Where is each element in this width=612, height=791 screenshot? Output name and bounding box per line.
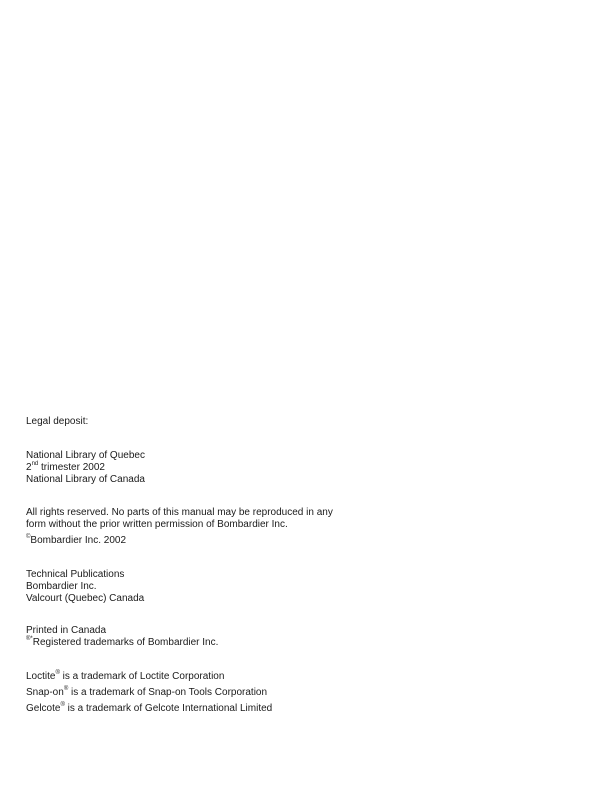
registered-text: Registered trademarks of Bombardier Inc. bbox=[32, 637, 219, 648]
rights-section bbox=[26, 507, 586, 547]
legal-deposit-heading: Legal deposit: bbox=[26, 416, 89, 427]
publisher-company: Bombardier Inc. bbox=[26, 581, 97, 592]
printed-in: Printed in Canada bbox=[26, 625, 107, 636]
trimester-line bbox=[26, 462, 586, 474]
publisher-section bbox=[26, 569, 586, 605]
trimester-number: 2 bbox=[26, 462, 32, 473]
rights-line-2: form without the prior written permission of Bombardier Inc. bbox=[26, 519, 288, 530]
library-canada: National Library of Canada bbox=[26, 474, 145, 485]
trademark-item bbox=[26, 703, 586, 715]
copyright-line bbox=[26, 535, 586, 547]
printing-section bbox=[26, 625, 586, 649]
publisher-dept: Technical Publications bbox=[26, 569, 125, 580]
registered-symbol: ®* bbox=[26, 635, 33, 642]
copyright-symbol: © bbox=[26, 533, 31, 540]
trademark-text: is a trademark of Gelcote International Limited bbox=[64, 703, 273, 714]
trademark-symbol: ® bbox=[60, 701, 65, 708]
trademark-symbol: ® bbox=[55, 669, 60, 676]
trademark-item bbox=[26, 671, 586, 683]
copyright-text: Bombardier Inc. 2002 bbox=[30, 535, 127, 546]
library-quebec: National Library of Quebec bbox=[26, 450, 145, 461]
trademark-name: Gelcote bbox=[26, 703, 61, 714]
libraries-section bbox=[26, 450, 586, 486]
trademark-text: is a trademark of Snap-on Tools Corporation bbox=[68, 687, 268, 698]
trimester-suffix: nd bbox=[31, 460, 39, 467]
trademark-symbol: ® bbox=[63, 685, 69, 692]
registered-line bbox=[26, 637, 586, 649]
trademark-name: Snap-on bbox=[26, 687, 64, 698]
legal-deposit-section bbox=[26, 416, 586, 428]
rights-line-1: All rights reserved. No parts of this manual may be reproduced in any bbox=[26, 507, 333, 518]
legal-notice-page bbox=[26, 416, 586, 715]
trademarks-section bbox=[26, 671, 586, 715]
trimester-text: trimester 2002 bbox=[38, 462, 105, 473]
trademark-item bbox=[26, 687, 586, 699]
trademark-name: Loctite bbox=[26, 671, 56, 682]
trademark-text: is a trademark of Loctite Corporation bbox=[59, 671, 225, 682]
publisher-location: Valcourt (Quebec) Canada bbox=[26, 593, 145, 604]
